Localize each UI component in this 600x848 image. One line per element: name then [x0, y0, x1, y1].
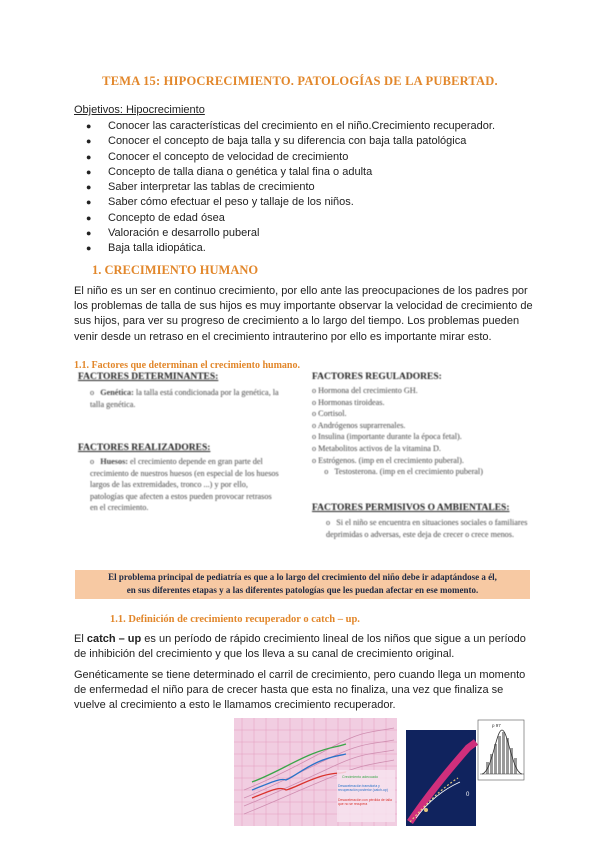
catch-up-explanation: Genéticamente se tiene determinado el carril de crecimiento, pero cuando llega un momento de enfermedad el niño para de crecer hasta que esta no finaliza, una vez que finaliza se vuelve al crecimiento a esto le llamamos crecimiento recuperador. [74, 669, 526, 712]
list-item: ● Concepto de edad ósea [86, 211, 225, 224]
objectives-heading: Objetivos: Hipocrecimiento [74, 104, 205, 116]
zero-label: 0 [466, 792, 470, 798]
list-item: o Andrógenos suprarrenales. [312, 420, 406, 430]
list-item: ● Baja talla idiopática. [86, 242, 206, 255]
factores-determinantes-heading: FACTORES DETERMINANTES: [78, 372, 219, 382]
factor-item: o Si el niño se encuentra en situaciones sociales o familiares deprimidas o adversas, este deja de crecer o crece menos. [326, 518, 528, 539]
catch-up-definition: El catch – up es un período de rápido crecimiento lineal de los niños que sigue a un período de inhibición del crecimiento y que los lleva a su canal de crecimiento original. [74, 633, 526, 661]
marker [424, 808, 428, 812]
factores-permisivos-heading: FACTORES PERMISIVOS O AMBIENTALES: [312, 503, 510, 513]
subsection-heading-factores: 1.1. Factores que determinan el crecimiento humano. [74, 360, 300, 371]
section-paragraph: El niño es un ser en continuo crecimiento, por ello ante las preocupaciones de los padres por los problemas de talla de sus hijos es muy importante observar la velocidad de crecimiento de sus hijos, para ver su progreso de crecimiento a lo largo del tiempo. Los problemas pueden venir desde un retraso en el crecimiento intrauterino por ello es importante mirar esto. [74, 285, 533, 343]
factores-reguladores-heading: FACTORES REGULADORES: [312, 372, 442, 382]
factor-item: o Genética: la talla está condicionada por la genética, la talla genética. [90, 388, 279, 409]
list-item: o Testosterona. (imp en el crecimiento puberal) [312, 467, 483, 477]
list-item: o Hormonas tiroideas. [312, 397, 385, 407]
factor-item: o Huesos: el crecimiento depende en gran parte del crecimiento de nuestros huesos (en especial de los huesos largos de las extremidades, tronco ...) y por ello, patologías que afecten a estos pueden provocar retrasos en el crecimiento. [90, 457, 279, 513]
factores-realizadores-heading: FACTORES REALIZADORES: [78, 443, 211, 453]
highlight-line: El problema principal de pediatría es que a lo largo del crecimiento del niño debe ir adaptándose a él, [108, 572, 497, 582]
page-title: TEMA 15: HIPOCRECIMIENTO. PATOLOGÍAS DE LA PUBERTAD. [102, 74, 498, 88]
list-item: ● Conocer las características del crecimiento en el niño.Crecimiento recuperador. [86, 120, 496, 132]
objectives-list [86, 119, 495, 257]
list-item: o Insulina (importante durante la época fetal). [312, 432, 462, 442]
highlight-line: en sus diferentes etapas y a las diferentes patologías que les puedan afectar en ese momento. [126, 585, 479, 595]
section-heading-crecimiento: 1. CRECIMIENTO HUMANO [92, 263, 259, 277]
legend-red: Desaceleración con pérdida de talla que no se recupera [338, 798, 392, 806]
list-item: ● Saber cómo efectuar el peso y tallaje de los niños. [86, 196, 354, 209]
legend-text-block [338, 784, 394, 824]
highlight-box [75, 570, 530, 599]
list-item: o Hormona del crecimiento GH. [312, 386, 418, 395]
growth-chart-figure [234, 718, 397, 826]
factores-reguladores-list [312, 385, 552, 478]
list-item: ● Conocer el concepto de baja talla y su diferencia con baja talla patológica [86, 135, 467, 148]
list-item: ● Saber interpretar las tablas de crecimiento [86, 181, 315, 194]
list-item: o Cortisol. [312, 409, 347, 419]
list-item: o Estrógenos. (imp en el crecimiento puberal). [312, 455, 464, 465]
legend-green: Crecimiento adecuado [342, 775, 378, 779]
list-item: ● Valoración e desarrollo puberal [86, 227, 260, 240]
subsection-heading-catch-up: 1.1. Definición de crecimiento recuperador o catch – up. [110, 614, 360, 625]
percentile-label: p 97 [492, 723, 501, 728]
catch-up-figure [406, 718, 526, 826]
legend-blue: Desaceleración transitoria y recuperación posterior (catch-up) [338, 784, 388, 792]
list-item: ● Conocer el concepto de velocidad de crecimiento [86, 150, 349, 163]
list-item: ● Concepto de talla diana o genética y talal fina o adulta [86, 165, 373, 178]
list-item: o Metabolitos activos de la vitamina D. [312, 443, 441, 453]
